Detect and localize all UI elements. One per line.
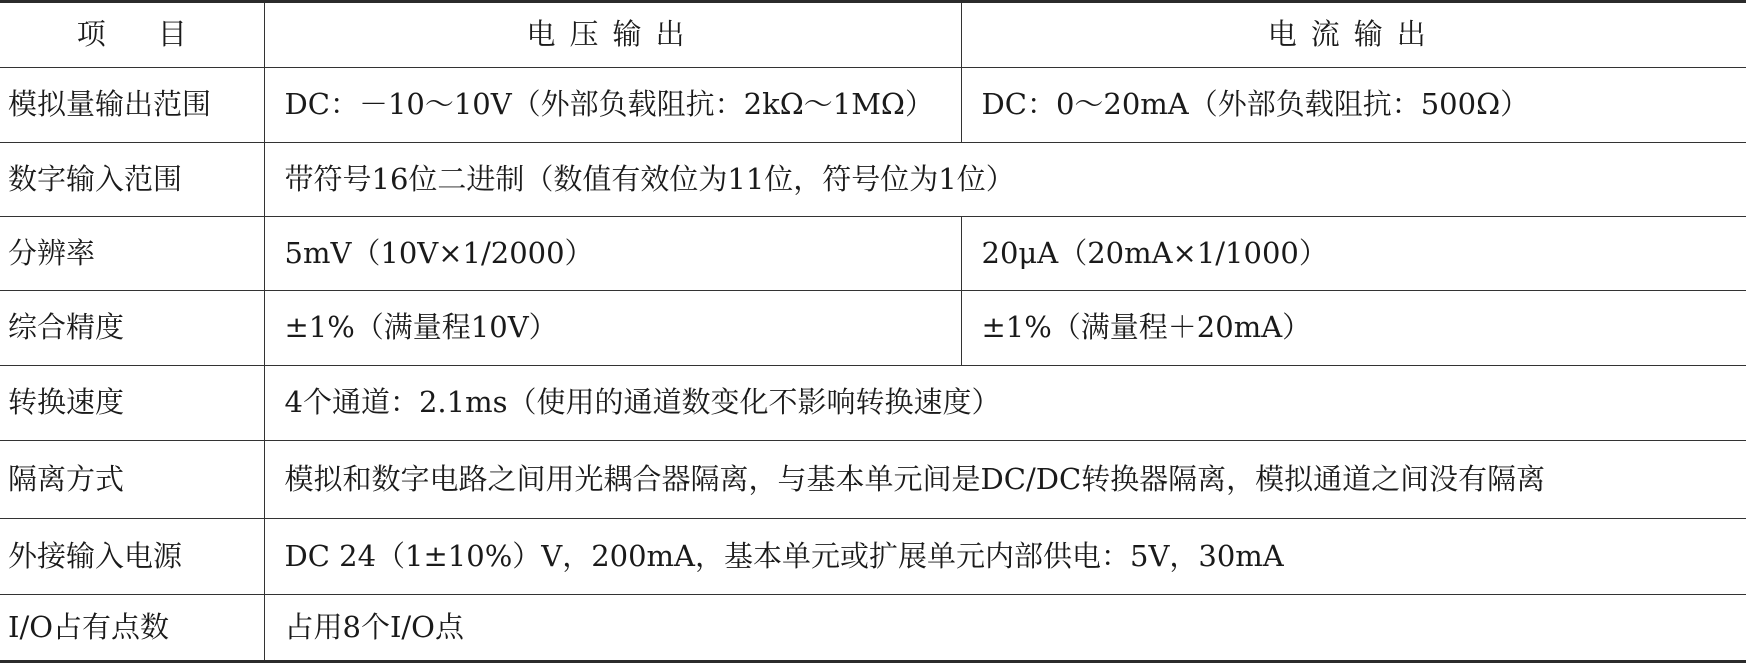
merged-value: DC 24（1±10%）V，200mA，基本单元或扩展单元内部供电：5V，30mA (264, 519, 1746, 595)
row-overall-accuracy (0, 291, 1746, 366)
row-conversion-speed (0, 366, 1746, 441)
row-label: 数字输入范围 (0, 143, 264, 217)
header-item: 项目 (0, 2, 264, 68)
row-label: 隔离方式 (0, 441, 264, 519)
header-row (0, 2, 1746, 68)
row-label: 转换速度 (0, 366, 264, 441)
row-label: 模拟量输出范围 (0, 68, 264, 143)
row-label: 分辨率 (0, 217, 264, 291)
row-digital-input-range (0, 143, 1746, 217)
row-io-points (0, 595, 1746, 662)
current-value: 20μA（20mA×1/1000） (961, 217, 1746, 291)
row-label: 外接输入电源 (0, 519, 264, 595)
voltage-value: DC：－10～10V（外部负载阻抗：2kΩ～1MΩ） (264, 68, 961, 143)
row-external-power-supply (0, 519, 1746, 595)
row-isolation-method (0, 441, 1746, 519)
row-label: 综合精度 (0, 291, 264, 366)
voltage-value: 5mV（10V×1/2000） (264, 217, 961, 291)
header-current-output: 电流输出 (961, 2, 1746, 68)
merged-value: 4个通道：2.1ms（使用的通道数变化不影响转换速度） (264, 366, 1746, 441)
merged-value: 模拟和数字电路之间用光耦合器隔离，与基本单元间是DC/DC转换器隔离，模拟通道之间没有隔离 (264, 441, 1746, 519)
header-voltage-output: 电压输出 (264, 2, 961, 68)
row-label: I/O占有点数 (0, 595, 264, 662)
row-resolution (0, 217, 1746, 291)
voltage-value: ±1%（满量程10V） (264, 291, 961, 366)
row-analog-output-range (0, 68, 1746, 143)
current-value: DC：0～20mA（外部负载阻抗：500Ω） (961, 68, 1746, 143)
merged-value: 带符号16位二进制（数值有效位为11位，符号位为1位） (264, 143, 1746, 217)
merged-value: 占用8个I/O点 (264, 595, 1746, 662)
current-value: ±1%（满量程＋20mA） (961, 291, 1746, 366)
